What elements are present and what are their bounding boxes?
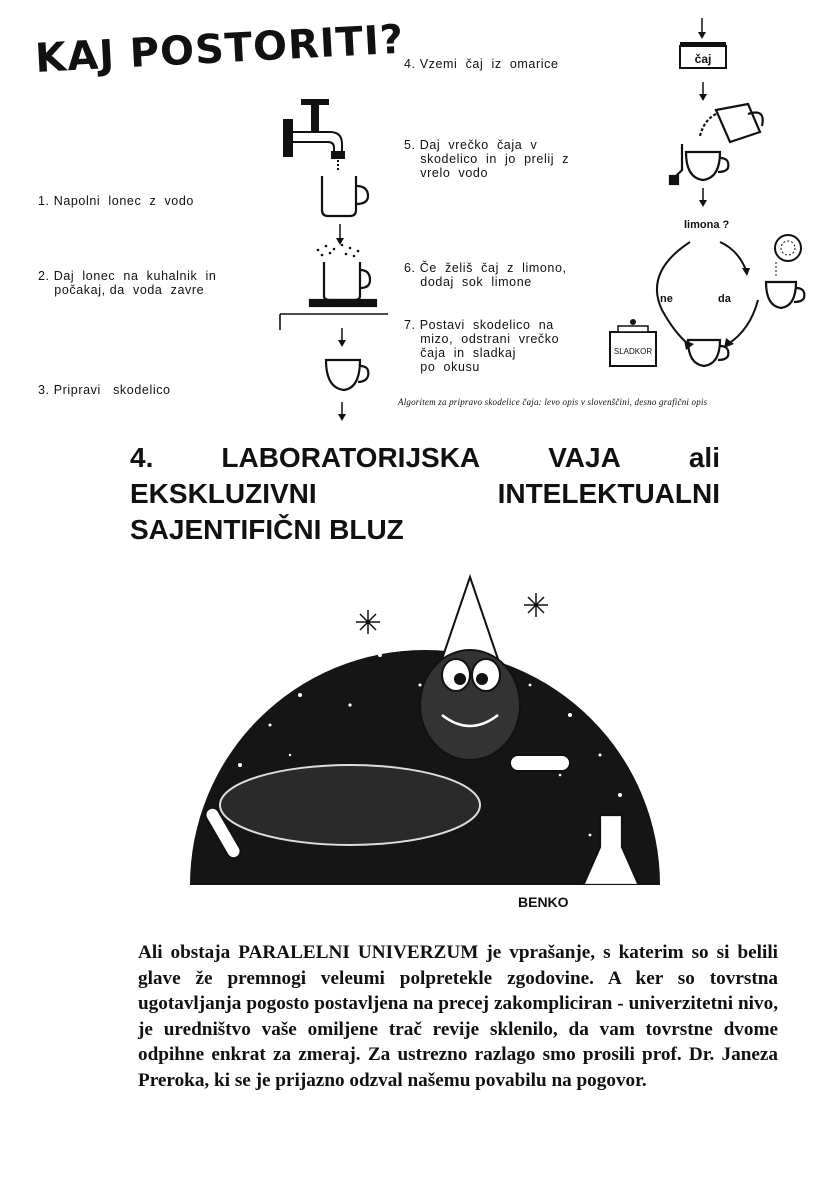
finished-tea-cup-icon bbox=[688, 340, 728, 366]
left-pictogram-column bbox=[270, 90, 390, 430]
arrow-head-icon bbox=[338, 414, 346, 421]
steam-dots-icon bbox=[317, 244, 360, 258]
kitchen-counter-icon bbox=[280, 314, 388, 330]
step-2-text: 2. Daj lonec na kuhalnik in počakaj, da voda zavre bbox=[38, 269, 217, 297]
tea-cup-icon bbox=[766, 282, 804, 308]
heading-word: LABORATORIJSKA bbox=[221, 442, 481, 473]
arrow-head-icon bbox=[336, 238, 344, 245]
mad-scientist-illustration bbox=[180, 555, 670, 930]
step-7-text: 7. Postavi skodelico na mizo, odstrani vrečko čaja in sladkaj po okusu bbox=[404, 318, 560, 374]
heading-line-1 bbox=[130, 440, 720, 476]
water-tap-icon bbox=[284, 100, 344, 170]
arrow-head-icon bbox=[338, 340, 346, 347]
illustration-signature: BENKO bbox=[518, 894, 569, 910]
tea-cup-with-bag-icon bbox=[670, 144, 728, 184]
heading-word: VAJA bbox=[548, 442, 621, 473]
pot-on-stove-icon bbox=[310, 262, 376, 306]
flowchart-caption: Algoritem za pripravo skodelice čaja: levo opis v slovenščini, desno grafični opis bbox=[398, 397, 708, 407]
cauldron-icon bbox=[220, 765, 480, 845]
arrow-down-icon bbox=[699, 188, 707, 207]
heading-line-3: SAJENTIFIČNI BLUZ bbox=[130, 514, 404, 545]
heading-number: 4. bbox=[130, 442, 154, 473]
heading-word: ali bbox=[688, 442, 720, 473]
arrow-down-icon bbox=[698, 18, 706, 39]
sugar-jar-label: SLADKOR bbox=[613, 347, 653, 356]
arrow-head-icon bbox=[742, 268, 750, 276]
step-6-text: 6. Če želiš čaj z limono, dodaj sok limone bbox=[404, 261, 567, 289]
step-4-text: 4. Vzemi čaj iz omarice bbox=[404, 57, 559, 71]
flow-title: KAJ POSTORITI? bbox=[34, 16, 406, 82]
heading-word: EKSKLUZIVNI bbox=[130, 478, 317, 509]
empty-cup-icon bbox=[326, 360, 368, 390]
step-1-text: 1. Napolni lonec z vodo bbox=[38, 194, 194, 208]
step-3-text: 3. Pripravi skodelico bbox=[38, 383, 171, 397]
article-body: Ali obstaja PARALELNI UNIVERZUM je vprašanje, s katerim so si belili glave že premnogi veleumi polpretekle zgodovine. A ker so tovrstna ugotavljanja pogosto postavljena na precej zakompliciran - univerzitetni nivo, je uredništvo vaše omiljene trač revije sklenilo, da vam tovrstne dvome odpihne enkrat za zmeraj. Za ustrezno razlago smo prosili prof. Dr. Janeza Preroka, ki se je prijazno odzval našemu povabilu na pogovor. bbox=[138, 942, 778, 1091]
heading-line-2 bbox=[130, 476, 720, 512]
arrow-down-icon bbox=[699, 82, 707, 101]
scientist-face-icon bbox=[420, 650, 520, 760]
tea-box-icon bbox=[680, 42, 726, 68]
lemon-squeeze-icon bbox=[775, 235, 801, 276]
branch-yes-label: da bbox=[718, 293, 731, 305]
branch-no-label: ne bbox=[660, 293, 673, 305]
tea-box-label: čaj bbox=[694, 52, 712, 66]
heading-word: INTELEKTUALNI bbox=[497, 478, 720, 509]
kettle-pouring-icon bbox=[700, 104, 763, 142]
branch-merge-arrow bbox=[728, 300, 758, 344]
sugar-jar-icon bbox=[610, 319, 656, 366]
branch-yes-arrow bbox=[720, 242, 746, 270]
article-heading bbox=[130, 440, 720, 548]
step-5-text: 5. Daj vrečko čaja v skodelico in jo prelij z vrelo vodo bbox=[404, 138, 570, 180]
right-pictogram-column bbox=[600, 10, 820, 405]
floor-area bbox=[180, 885, 670, 930]
decision-question: limona ? bbox=[684, 219, 730, 231]
pot-with-water-icon bbox=[322, 176, 368, 216]
